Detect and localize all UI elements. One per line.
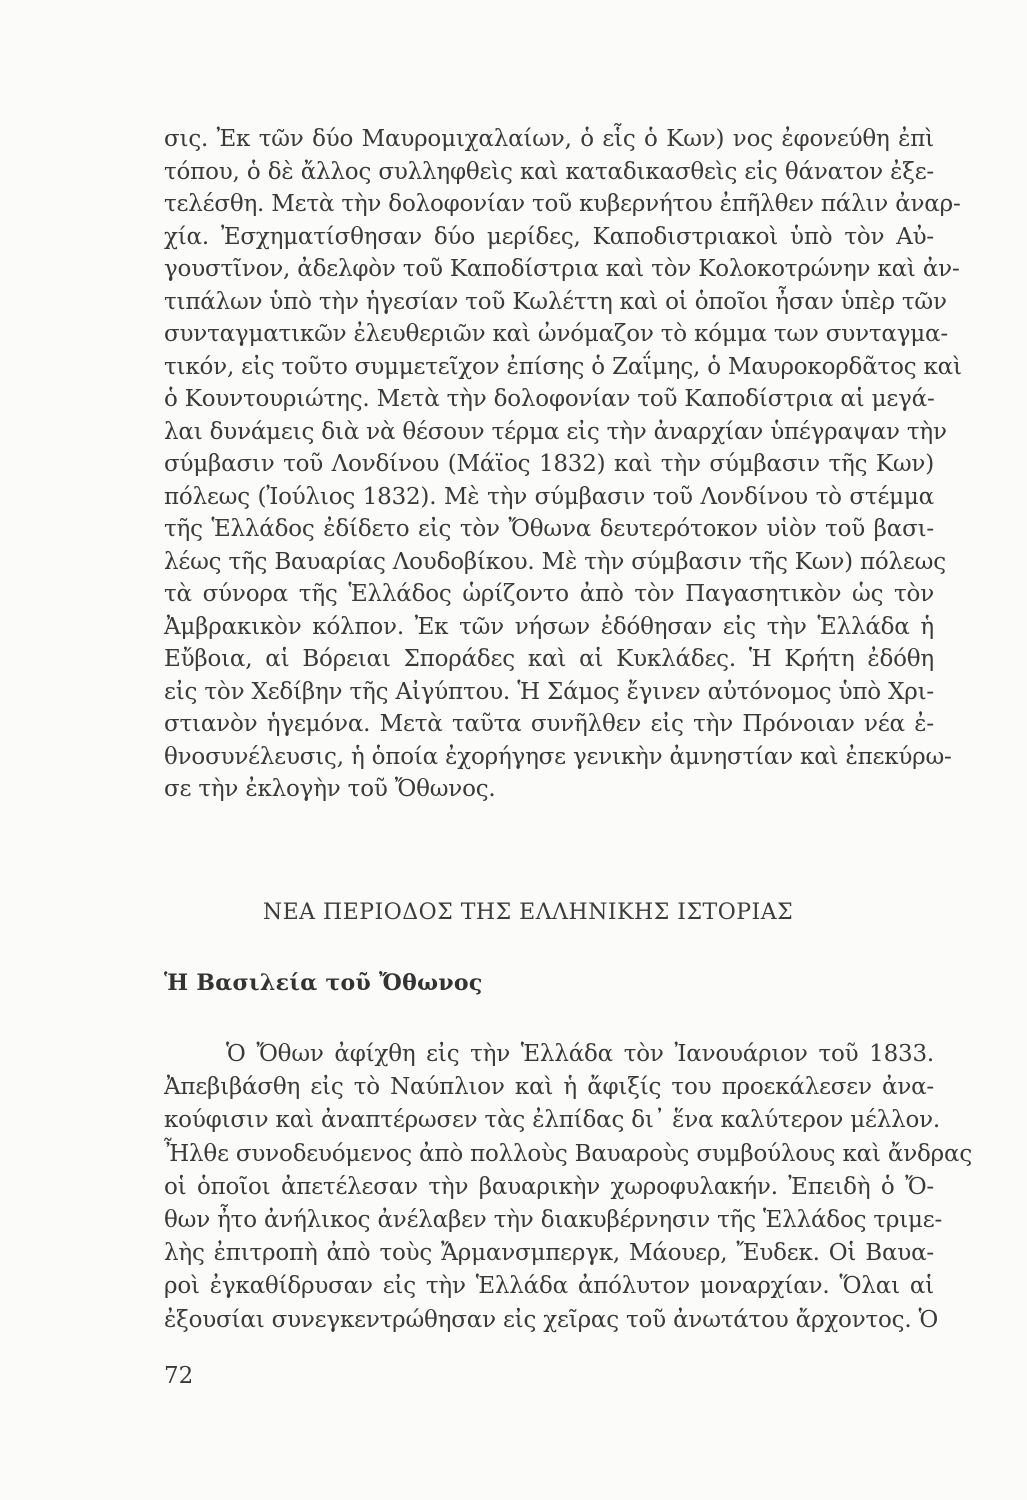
text-line: τικόν, εἰς τοῦτο συμμετεῖχον ἐπίσης ὁ Ζαΐμης, ὁ Μαυροκορδᾶτος καὶ <box>164 353 962 380</box>
text-line: σις. Ἐκ τῶν δύο Μαυρομιχαλαίων, ὁ εἷς ὁ Κων) νος ἐφονεύθη ἐπὶ <box>164 126 934 152</box>
paragraph-capodistrias-aftermath <box>164 123 962 806</box>
text-line: θων ἦτο ἀνήλικος ἀνέλαβεν τὴν διακυβέρνησιν τῆς Ἑλλάδος τριμε- <box>164 1206 943 1233</box>
page-number: 72 <box>164 1363 194 1389</box>
text-line: τόπου, ὁ δὲ ἄλλος συλληφθεὶς καὶ καταδικασθεὶς εἰς θάνατον ἐξε- <box>164 158 934 185</box>
text-line: χία. Ἐσχηματίσθησαν δύο μερίδες, Καποδιστριακοὶ ὑπὸ τὸν Αὐ- <box>164 223 934 250</box>
subheading: Ἡ Βασιλεία τοῦ Ὄθωνος <box>164 970 483 996</box>
text-line: ἐξουσίαι συνεγκεντρώθησαν εἰς χεῖρας τοῦ ἀνωτάτου ἄρχοντος. Ὁ <box>164 1306 939 1333</box>
text-line: Εὔβοια, αἱ Βόρειαι Σποράδες καὶ αἱ Κυκλάδες. Ἡ Κρήτη ἐδόθη <box>164 646 934 672</box>
text-line: τῆς Ἑλλάδος ἐδίδετο εἰς τὸν Ὄθωνα δευτερότοκον υἱὸν τοῦ βασι- <box>164 516 934 542</box>
text-line: Ὁ Ὄθων ἀφίχθη εἰς τὴν Ἑλλάδα τὸν Ἰανουάριον τοῦ 1833. <box>226 1041 934 1067</box>
text-line: πόλεως (Ἰούλιος 1832). Μὲ τὴν σύμβασιν τοῦ Λονδίνου τὸ στέμμα <box>164 483 934 510</box>
text-line: ροὶ ἐγκαθίδρυσαν εἰς τὴν Ἑλλάδα ἀπόλυτον μοναρχίαν. Ὅλαι αἱ <box>164 1273 934 1300</box>
paragraph-otto-reign <box>164 1038 973 1337</box>
text-line: τιπάλων ὑπὸ τὴν ἡγεσίαν τοῦ Κωλέττη καὶ οἱ ὁποῖοι ἦσαν ὑπὲρ τῶν <box>164 288 947 315</box>
text-line: τελέσθη. Μετὰ τὴν δολοφονίαν τοῦ κυβερνήτου ἐπῆλθεν πάλιν ἀναρ- <box>164 191 961 217</box>
text-line: τὰ σύνορα τῆς Ἑλλάδος ὡρίζοντο ἀπὸ τὸν Παγασητικὸν ὡς τὸν <box>164 581 934 607</box>
text-line: λέως τῆς Βαυαρίας Λουδοβίκου. Μὲ τὴν σύμβασιν τῆς Κων) πόλεως <box>164 548 946 575</box>
text-line: θνοσυνέλευσις, ἡ ὁποία ἐχορήγησε γενικὴν ἀμνηστίαν καὶ ἐπεκύρω- <box>164 743 952 770</box>
text-line: εἰς τὸν Χεδίβην τῆς Αἰγύπτου. Ἡ Σάμος ἔγινεν αὐτόνομος ὑπὸ Χρι- <box>164 678 934 705</box>
text-line: λὴς ἐπιτροπὴ ἀπὸ τοὺς Ἄρμανσμπεργκ, Μάουερ, Ἔυδεκ. Οἱ Βαυα- <box>164 1240 934 1267</box>
text-line: συνταγματικῶν ἐλευθεριῶν καὶ ὠνόμαζον τὸ κόμμα των συνταγμα- <box>164 321 948 347</box>
text-line: οἱ ὁποῖοι ἀπετέλεσαν τὴν βαυαρικὴν χωροφυλακήν. Ἐπειδὴ ὁ Ὄ- <box>164 1173 934 1200</box>
text-line: Ἀμβρακικὸν κόλπον. Ἐκ τῶν νήσων ἐδόθησαν εἰς τὴν Ἑλλάδα ἡ <box>164 613 934 640</box>
text-line: κούφισιν καὶ ἀναπτέρωσεν τὰς ἐλπίδας δι᾽ ἕνα καλύτερον μέλλον. <box>164 1107 941 1134</box>
text-line: Ἦλθε συνοδευόμενος ἀπὸ πολλοὺς Βαυαροὺς συμβούλους καὶ ἄνδρας <box>164 1140 973 1167</box>
text-line: ὁ Κουντουριώτης. Μετὰ τὴν δολοφονίαν τοῦ Καποδίστρια αἱ μεγά- <box>164 386 935 412</box>
text-line: σε τὴν ἐκλογὴν τοῦ Ὄθωνος. <box>164 776 496 802</box>
text-line: γουστῖνον, ἀδελφὸν τοῦ Καποδίστρια καὶ τὸν Κολοκοτρώνην καὶ ἀν- <box>164 256 960 282</box>
section-heading: ΝΕΑ ΠΕΡΙΟΔΟΣ ΤΗΣ ΕΛΛΗΝΙΚΗΣ ΙΣΤΟΡΙΑΣ <box>262 900 794 925</box>
text-line: Ἀπεβιβάσθη εἰς τὸ Ναύπλιον καὶ ἡ ἄφιξίς του προεκάλεσεν ἀνα- <box>164 1074 934 1101</box>
text-line: στιανὸν ἡγεμόνα. Μετὰ ταῦτα συνῆλθεν εἰς τὴν Πρόνοιαν νέα ἐ- <box>164 711 934 737</box>
text-line: σύμβασιν τοῦ Λονδίνου (Μάϊος 1832) καὶ τὴν σύμβασιν τῆς Κων) <box>164 451 934 477</box>
text-line: λαι δυνάμεις διὰ νὰ θέσουν τέρμα εἰς τὴν ἀναρχίαν ὑπέγραψαν τὴν <box>164 418 947 445</box>
